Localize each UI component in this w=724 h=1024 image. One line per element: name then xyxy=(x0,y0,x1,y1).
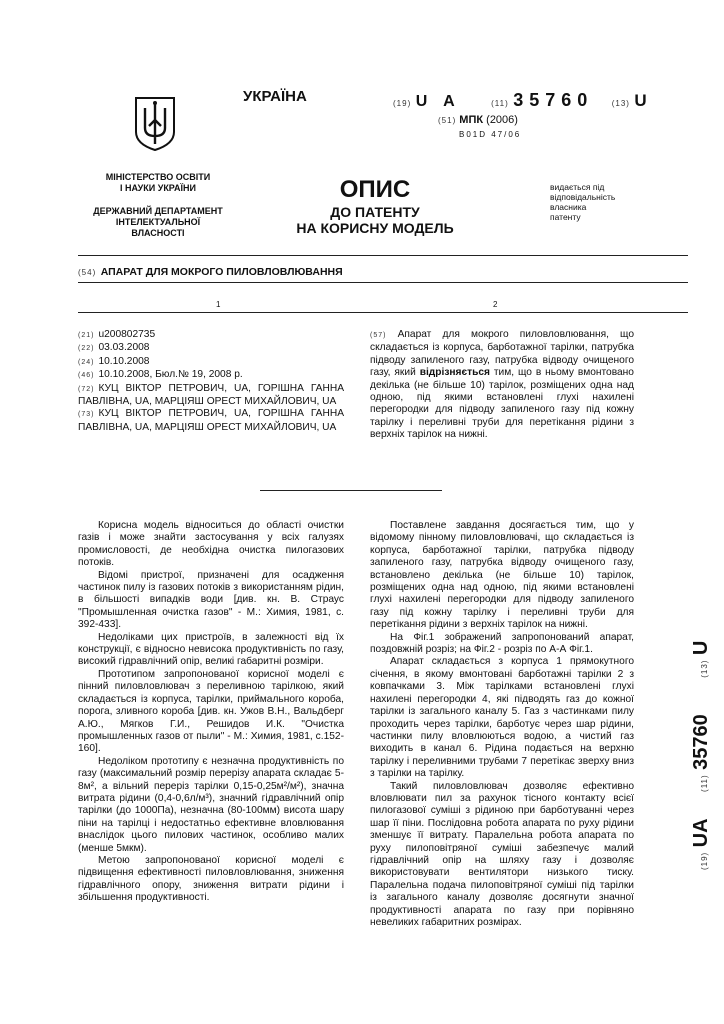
code-13: (13) xyxy=(611,99,630,108)
patent-kind: U xyxy=(634,91,647,110)
paragraph: Прототипом запропонованої корисної моделі є пінний пиловловлювач з переливною тарілкою, який складається із корпуса, тарілки, приймального короба, порога, зливного короба [див. кн. Ужов В.Н., Вальдберг А.Ю., Мягков Г.И., Решидов И.К. "Очистка промышленных газов от пыли" - М.: Химия, 1981, с.152-160]. xyxy=(78,668,344,755)
separator-rule xyxy=(260,490,442,491)
dept-line-2: ІНТЕЛЕКТУАЛЬНОЇ xyxy=(115,217,201,227)
biblio-item: (21) u200802735 xyxy=(78,329,156,340)
column-rule xyxy=(78,312,688,313)
dept-line-1: ДЕРЖАВНИЙ ДЕПАРТАМЕНТ xyxy=(93,206,223,216)
paragraph: Метою запропонованої корисної моделі є підвищення ефективності пиловловлювання, зниження гідравлічного опору, зниження витрати рідини і збільшення продуктивності. xyxy=(78,854,344,904)
ministry-line-2: І НАУКИ УКРАЇНИ xyxy=(120,183,196,193)
column-number-1: 1 xyxy=(216,300,221,309)
ipc-class: B01D 47/06 xyxy=(459,130,522,139)
paragraph: Недоліками цих пристроїв, в залежності від їх конструкції, є відносно невисока продуктивність по газу, високий гідравлічний опір, великі габаритні розміри. xyxy=(78,631,344,668)
biblio-item: (24) 10.10.2008 xyxy=(78,355,150,367)
ipc-year: (2006) xyxy=(486,114,518,126)
column-number-2: 2 xyxy=(493,300,498,309)
paragraph: Поставлене завдання досягається тим, що у відомому пінному пиловловлювачі, що складається із корпуса, барботажної тарілки, патрубка підводу запиленого газу, патрубка відводу очищеного газу, встановлено декілька (не більше 10) тарілок, розміщених одна над одною, під якими встановлені глухі нахилені перегородки для підводу запиленого газу під кожну тарілку і переливні труби для перетікання рідини з верхніх тарілок на нижні. xyxy=(370,520,634,631)
patent-number: 35760 xyxy=(513,90,594,110)
paragraph: Відомі пристрої, призначені для осадження частинок пилу із газових потоків з використанням рідин, в більшості випадків води [див. кн. В. Страус "Промышленная очистка газов" - М.: Химия, 1981, с. 392-433]. xyxy=(78,569,344,631)
coat-of-arms-icon xyxy=(133,96,177,152)
patent-number-line xyxy=(393,90,647,111)
country-code: U A xyxy=(415,93,461,110)
title-rule xyxy=(78,282,688,283)
code-57: (57) xyxy=(370,332,387,339)
paragraph: Недоліком прототипу є незначна продуктивність по газу (максимальний розмір перерізу апарата складає 5-8м², а вільний переріз тарілки 0,15-0,25м²/м²), значна витрата рідини (0,4-0,6л/м³), значний гідравлічний опір тарілки (до 1000Па), незначна (80-100мм) висота шару піни на тарілці і недостатньо ефективне вловлювання внаслідок цього пилових частинок, особливо малих (менше 5мкм). xyxy=(78,755,344,854)
invention-title-line xyxy=(78,262,343,280)
country-name: УКРАЇНА xyxy=(243,88,307,105)
bibliographic-data xyxy=(78,329,344,434)
biblio-item: (46) 10.10.2008, Бюл.№ 19, 2008 р. xyxy=(78,369,243,381)
biblio-item: (73) КУЦ ВІКТОР ПЕТРОВИЧ, UA, ГОРІШНА ГАННА ПАВЛІВНА, UA, МАРЦІЯШ ОРЕСТ МИХАЙЛОВИЧ, UA xyxy=(78,408,344,433)
paragraph: Корисна модель відноситься до області очистки газів і може знайти застосування у всіх галузях промисловості, де необхідна очистка пилогазових потоків. xyxy=(78,520,344,569)
paragraph: Апарат складається з корпуса 1 прямокутного січення, в якому вмонтовані барботажні тарілки 2 з ковпачками 3. Між тарілками встановлені глухі нахилені перегородки 4, які підводять газ до кожної тарілки із загального каналу 5. Газ з частинками пилу проходить через тарілки, барботує через шар рідини, частинки пилу вловлюються водою, а чистий газ виходить в канал 6. Рідина подається на верхню тарілку і переливними трубами 7 перетікає зверху вниз з тарілки на тарілку. xyxy=(370,656,634,780)
description-subtitle-2: НА КОРИСНУ МОДЕЛЬ xyxy=(296,220,454,236)
paragraph: На Фіг.1 зображений запропонований апарат, поздовжній розріз; на Фіг.2 - розріз по А-А Фіг.1. xyxy=(370,631,634,656)
dept-line-3: ВЛАСНОСТІ xyxy=(131,228,185,238)
biblio-item: (72) КУЦ ВІКТОР ПЕТРОВИЧ, UA, ГОРІШНА ГАННА ПАВЛІВНА, UA, МАРЦІЯШ ОРЕСТ МИХАЙЛОВИЧ, UA xyxy=(78,382,344,408)
code-51: (51) xyxy=(438,116,457,125)
description-right-column xyxy=(370,520,634,929)
description-subtitle-1: ДО ПАТЕНТУ xyxy=(330,204,420,220)
description-left-column xyxy=(78,520,344,905)
ministry-block xyxy=(78,172,238,239)
top-rule xyxy=(78,255,688,256)
description-title-block xyxy=(290,176,460,236)
ipc-label: МПК xyxy=(459,114,484,126)
invention-title: АПАРАТ ДЛЯ МОКРОГО ПИЛОВЛОВЛЮВАННЯ xyxy=(100,266,343,278)
paragraph: Такий пиловловлювач дозволяє ефективно вловлювати пил за рахунок тісного контакту всієї пилогазової суміші з рідиною при барботуванні через шар її піни. Послідовна робота апарата по руху рідини зменшує її витрату. Паралельна робота апарата по руху пилоповітряної суміші забезпечує малий гідравлічний опір на шляху газу і дозволяє використовувати вентилятори низького тиску. Паралельна подача пилоповітряної суміші під тарілки із загального каналу дозволяє досягнути значної продуктивності апарата по газу при порівняно невеликих габаритних розмірах. xyxy=(370,780,634,928)
biblio-item: (22) 03.03.2008 xyxy=(78,342,150,354)
responsibility-note: видається під відповідальність власника патенту xyxy=(550,182,616,222)
code-54: (54) xyxy=(78,268,97,277)
ipc-line xyxy=(438,114,518,126)
ministry-line-1: МІНІСТЕРСТВО ОСВІТИ xyxy=(105,172,211,182)
code-19: (19) xyxy=(393,99,412,108)
description-title: ОПИС xyxy=(339,176,411,203)
abstract-claim: (57) Апарат для мокрого пиловловлювання, що складається із корпуса, барботажної тарілки, патрубка підводу запиленого газу, патрубка відводу очищеного газу, який відрізняється тим, що в ньому вмонтовано декілька (не більше 10) тарілок, розміщених одна над одною, під якими встановлені глухі нахилені перегородки для підводу запиленого газу під кожну тарілку і переливні труби для перетікання рідини з верхніх тарілок на нижні. xyxy=(370,329,634,441)
code-11: (11) xyxy=(491,99,509,108)
side-patent-stamp: (19) UA (11) 35760 (13) U xyxy=(690,640,712,870)
